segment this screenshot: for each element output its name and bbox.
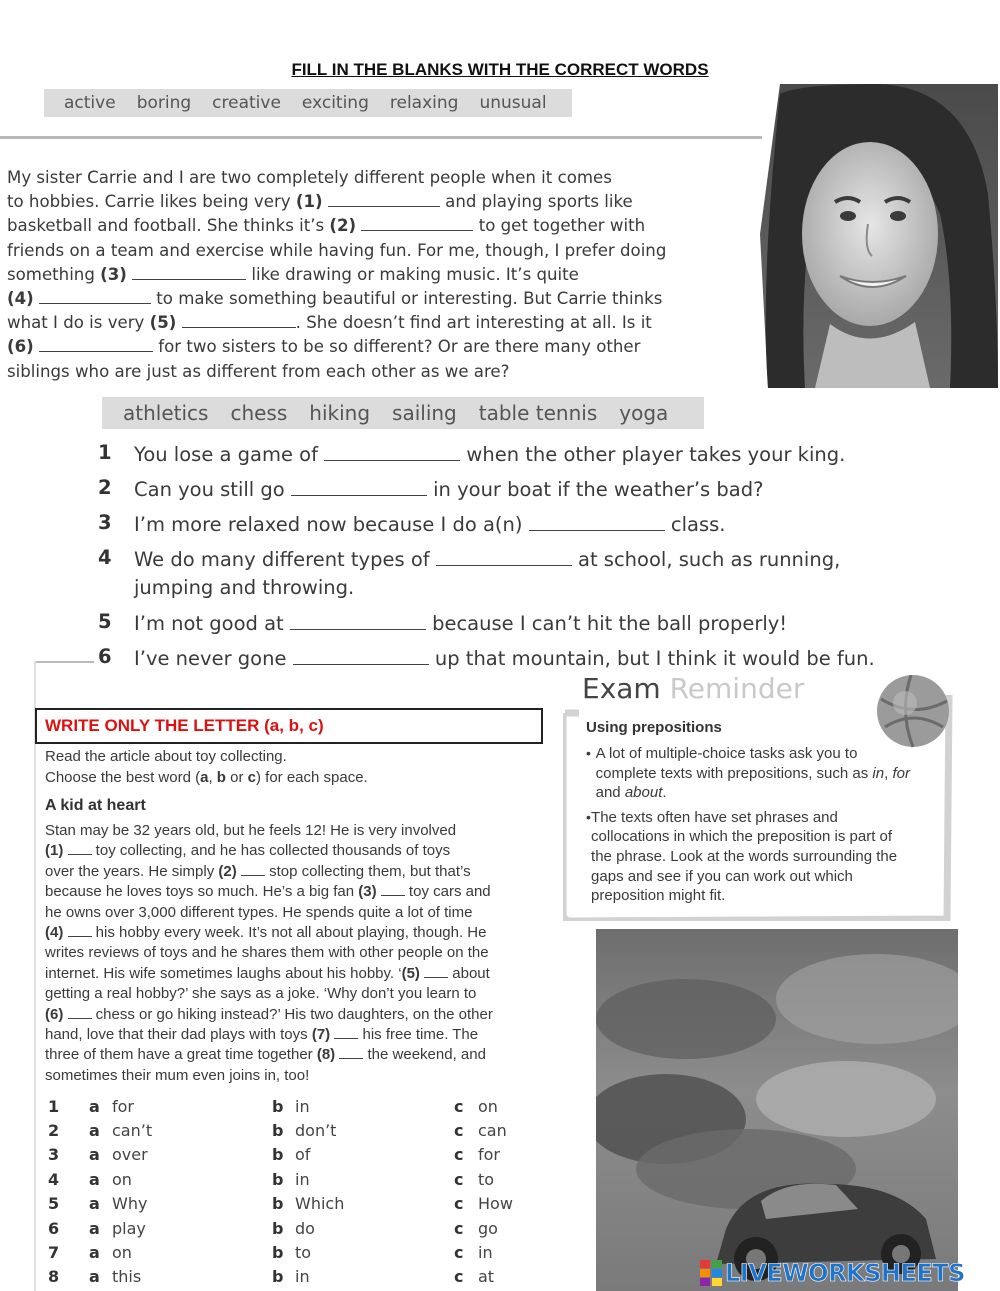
watermark-text: LIVEWORKSHEETS <box>725 1259 965 1287</box>
sentence-item: 2 Can you still go in your boat if the weather’s bad? <box>98 476 763 504</box>
answer-blank[interactable] <box>361 217 473 231</box>
sentence-item: 6 I’ve never gone up that mountain, but I think it would be fun. <box>98 645 875 673</box>
task-instructions <box>45 747 545 788</box>
word-bank-item: creative <box>212 93 281 113</box>
sentence-item: 3 I’m more relaxed now because I do a(n) class. <box>98 511 726 539</box>
answer-gap[interactable] <box>68 927 92 937</box>
instruction-box: WRITE ONLY THE LETTER (a, b, c) <box>35 708 543 744</box>
answer-gap[interactable] <box>68 1009 92 1019</box>
answer-gap[interactable] <box>334 1029 358 1039</box>
option-a[interactable]: for <box>112 1097 134 1116</box>
option-row: 5 a Why b Which c How <box>48 1194 513 1213</box>
option-b[interactable]: Which <box>295 1194 345 1213</box>
instruction-line: Read the article about toy collecting. <box>45 748 287 765</box>
word-bank-item: active <box>64 93 116 113</box>
passage-line: (6) for two sisters to be so different? Or are there many other <box>7 337 641 357</box>
passage-line: what I do is very (5) . She doesn’t find art interesting at all. Is it <box>7 313 652 333</box>
sentence-number: 1 <box>98 441 112 464</box>
tip-item: • The texts often have set phrases and collocations in which the preposition is part of the phrase. Look at the words surrounding the gaps and see if you can work out which preposition might fit. <box>586 808 898 905</box>
option-a[interactable]: this <box>112 1267 142 1286</box>
passage-line: (4) to make something beautiful or interesting. But Carrie thinks <box>7 289 663 309</box>
answer-gap[interactable] <box>241 866 265 876</box>
option-c[interactable]: in <box>478 1243 493 1262</box>
answer-blank[interactable] <box>291 480 427 496</box>
bullet-icon: • <box>586 808 591 825</box>
answer-blank[interactable] <box>436 550 572 566</box>
option-c[interactable]: on <box>478 1097 498 1116</box>
sentence-item: 4 We do many different types of at school, such as running, jumping and throwing. <box>98 546 840 602</box>
exam-reminder-heading: Exam Reminder <box>582 672 805 705</box>
exam-reminder-tips <box>586 744 911 911</box>
option-c[interactable]: go <box>478 1219 498 1238</box>
article-title: A kid at heart <box>45 797 146 814</box>
passage-line: to hobbies. Carrie likes being very (1) and playing sports like <box>7 192 633 212</box>
word-bank-adjectives <box>44 89 572 117</box>
option-b[interactable]: do <box>295 1219 315 1238</box>
sentence-item: 5 I’m not good at because I can’t hit the ball properly! <box>98 610 787 638</box>
answer-blank[interactable] <box>529 515 665 531</box>
tip-item: • A lot of multiple-choice tasks ask you to complete texts with prepositions, such as in, for and about. <box>586 745 910 802</box>
answer-gap[interactable] <box>381 886 405 896</box>
word-bank-item: chess <box>230 401 288 425</box>
option-b[interactable]: to <box>295 1243 312 1262</box>
instruction-line: Choose the best word (a, b or c) for each space. <box>45 768 368 786</box>
liveworksheets-logo-icon <box>700 1260 722 1286</box>
sentence-number: 5 <box>98 610 112 633</box>
answer-blank[interactable] <box>324 445 460 461</box>
option-c[interactable]: How <box>478 1194 513 1213</box>
option-c[interactable]: at <box>478 1267 495 1286</box>
passage-line: friends on a team and exercise while having fun. For me, though, I prefer doing <box>7 240 667 260</box>
option-a[interactable]: Why <box>112 1194 148 1213</box>
option-a[interactable]: over <box>112 1145 148 1164</box>
word-bank-item: sailing <box>392 401 457 425</box>
option-row: 7 a on b to c in <box>48 1243 493 1262</box>
girl-photo <box>740 84 998 388</box>
section-divider <box>34 661 94 663</box>
answer-blank[interactable] <box>328 193 440 207</box>
option-b[interactable]: in <box>295 1267 310 1286</box>
word-bank-activities <box>102 397 704 429</box>
answer-blank[interactable] <box>39 290 151 304</box>
answer-gap[interactable] <box>339 1049 363 1059</box>
option-a[interactable]: on <box>112 1170 132 1189</box>
section-divider <box>34 661 36 1291</box>
answer-blank[interactable] <box>293 649 429 665</box>
word-bank-item: table tennis <box>478 401 598 425</box>
option-row: 1 a for b in c on <box>48 1097 498 1116</box>
option-a[interactable]: play <box>112 1219 146 1238</box>
word-bank-item: hiking <box>309 401 371 425</box>
option-c[interactable]: can <box>478 1121 507 1140</box>
option-row: 2 a can’t b don’t c can <box>48 1121 507 1140</box>
option-b[interactable]: in <box>295 1097 310 1116</box>
word-bank-item: unusual <box>479 93 547 113</box>
answer-gap[interactable] <box>424 968 448 978</box>
option-b[interactable]: don’t <box>295 1121 337 1140</box>
answer-blank[interactable] <box>182 314 296 328</box>
word-bank-item: boring <box>136 93 192 113</box>
liveworksheets-watermark <box>700 1258 1000 1288</box>
sentence-number: 6 <box>98 645 112 668</box>
option-row: 3 a over b of c for <box>48 1145 500 1164</box>
passage-line: My sister Carrie and I are two completely different people when it comes <box>7 168 612 187</box>
option-row: 4 a on b in c to <box>48 1170 495 1189</box>
passage-hobbies <box>7 166 719 384</box>
word-bank-item: yoga <box>619 401 669 425</box>
section-divider <box>0 136 762 139</box>
option-a[interactable]: can’t <box>112 1121 153 1140</box>
option-b[interactable]: in <box>295 1170 310 1189</box>
word-bank-item: relaxing <box>389 93 459 113</box>
sentence-item: 1 You lose a game of when the other player takes your king. <box>98 441 845 469</box>
option-a[interactable]: on <box>112 1243 132 1262</box>
option-row: 6 a play b do c go <box>48 1219 498 1238</box>
article-text: Stan may be 32 years old, but he feels 12! He is very involved (1) toy collecting, and he has collected thousands of toys over the years. He simply (2) stop collecting them, but that’s because he loves toys so much. He’s a big fan (3) toy cars and he owns over 3,000 different types. He spends quite a lot of time (4) his hobby every week. It’s not all about playing, though. He writes reviews of toys and he shares them with other people on the internet. His wife sometimes laughs about his hobby. ‘(5) about getting a real hobby?’ she says as a joke. ‘Why don’t you learn to (6) chess or go hiking instead?’ His two daughters, on the other hand, love that their dad plays with toys (7) his free time. The three of them have a great time together (8) the weekend, and sometimes their mum even joins in, too! <box>45 822 493 1084</box>
option-row: 8 a this b in c at <box>48 1267 495 1286</box>
passage-line: siblings who are just as different from each other as we are? <box>7 361 510 381</box>
option-c[interactable]: to <box>478 1170 495 1189</box>
word-bank-item: athletics <box>123 401 209 425</box>
bullet-icon: • <box>586 745 591 761</box>
option-b[interactable]: of <box>295 1145 311 1164</box>
answer-blank[interactable] <box>290 614 426 630</box>
word-bank-item: exciting <box>301 93 369 113</box>
worksheet-title: FILL IN THE BLANKS WITH THE CORRECT WORDS <box>291 60 709 79</box>
answer-gap[interactable] <box>68 845 92 855</box>
sentence-number: 4 <box>98 546 112 569</box>
exam-reminder-subtitle: Using prepositions <box>586 719 722 736</box>
toy-cars-photo <box>596 929 958 1291</box>
sentence-number: 3 <box>98 511 112 534</box>
passage-line: something (3) like drawing or making music. It’s quite <box>7 264 579 284</box>
passage-line: basketball and football. She thinks it’s (2) to get together with <box>7 216 646 236</box>
answer-blank[interactable] <box>39 338 153 352</box>
answer-blank[interactable] <box>132 266 246 280</box>
option-c[interactable]: for <box>478 1145 500 1164</box>
sentence-number: 2 <box>98 476 112 499</box>
